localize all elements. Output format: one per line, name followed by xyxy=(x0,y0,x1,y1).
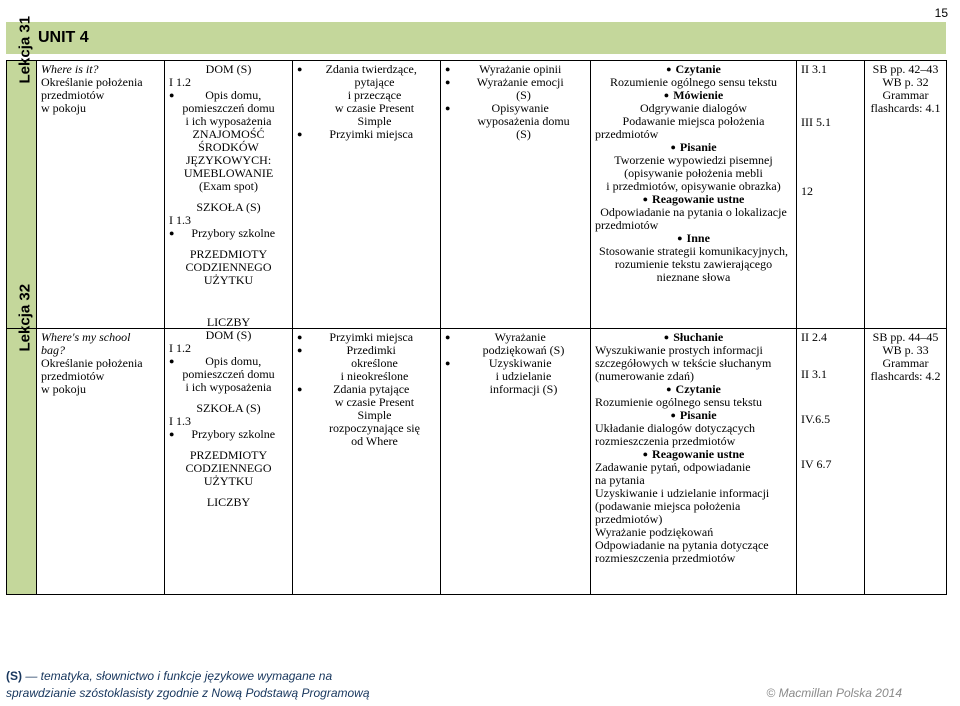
item-text: Przyimki miejsca xyxy=(329,330,414,344)
lesson-row xyxy=(7,61,947,329)
line-text: I 1.2 xyxy=(169,341,191,355)
item-text: Opisywanie xyxy=(491,101,549,115)
topic-line: bag? xyxy=(41,343,65,357)
copyright: © Macmillan Polska 2014 xyxy=(766,686,902,700)
materials-cell xyxy=(865,61,947,329)
spacer xyxy=(801,137,860,145)
spacer xyxy=(801,92,860,100)
line-text: pomieszczeń domu xyxy=(182,367,275,381)
material-line: SB pp. 44–45 xyxy=(872,330,939,344)
item-text: Pisanie xyxy=(679,140,717,154)
line-text: i ich wyposażenia xyxy=(185,114,272,128)
line-text: i ich wyposażenia xyxy=(185,380,272,394)
line-text: przedmiotów xyxy=(595,218,659,232)
lesson-label xyxy=(19,56,32,84)
line-text: Rozumienie ogólnego sensu tekstu xyxy=(595,395,762,409)
line-text: II 2.4 xyxy=(801,330,827,344)
lesson-plan-table xyxy=(6,60,947,595)
bullet-icon: ● xyxy=(445,358,451,368)
material-line: WB p. 33 xyxy=(882,343,929,357)
line-text: podziękowań (S) xyxy=(482,343,565,357)
page-number: 15 xyxy=(934,6,948,20)
line-text: Podawanie miejsca położenia xyxy=(622,114,765,128)
vocab-numbers-top: LICZBY xyxy=(206,315,251,329)
spacer xyxy=(801,169,860,177)
functions-cell xyxy=(441,61,591,329)
lesson-label xyxy=(19,324,32,352)
topic-line: przedmiotów xyxy=(41,88,105,102)
spacer xyxy=(801,344,860,352)
material-line: Grammar xyxy=(882,356,929,370)
line-text: nieznane słowa xyxy=(656,270,731,284)
bullet-icon: ● xyxy=(666,64,672,74)
bullet-icon: ● xyxy=(297,64,303,74)
bullet-icon: ● xyxy=(169,228,175,238)
line-text: CODZIENNEGO xyxy=(185,461,272,475)
item-text: Wyrażanie xyxy=(494,330,546,344)
line-text: DOM (S) xyxy=(205,328,252,342)
line-text: Uzyskiwanie i udzielanie informacji xyxy=(595,486,770,500)
line-text: CODZIENNEGO xyxy=(185,260,272,274)
bullet-icon: ● xyxy=(297,332,303,342)
spacer xyxy=(801,389,860,397)
line-text: IV.6.5 xyxy=(801,412,831,426)
spacer xyxy=(801,426,860,434)
line-text: SZKOŁA (S) xyxy=(196,200,261,214)
spacer xyxy=(801,161,860,169)
line-text: w czasie Present xyxy=(334,101,415,115)
item-text: Czytanie xyxy=(675,382,721,396)
item-text: Przybory szkolne xyxy=(191,427,276,441)
bullet-icon: ● xyxy=(169,429,175,439)
line-text: ZNAJOMOŚĆ xyxy=(192,127,265,141)
item-text: Przedimki xyxy=(346,343,396,357)
lesson-row xyxy=(7,329,947,595)
line-text: 12 xyxy=(801,184,813,198)
topic-line: przedmiotów xyxy=(41,369,105,383)
line-text: (S) xyxy=(516,127,531,141)
line-text: Simple xyxy=(357,114,392,128)
functions-cell xyxy=(441,329,591,595)
line-text: wyposażenia domu xyxy=(477,114,570,128)
line-text: I 1.2 xyxy=(169,75,191,89)
item-text: Wyrażanie opinii xyxy=(479,62,562,76)
line-text: Odgrywanie dialogów xyxy=(640,101,747,115)
curriculum-codes-cell xyxy=(797,61,865,329)
line-text: i przedmiotów, opisywanie obrazka) xyxy=(606,179,781,193)
line-text: SZKOŁA (S) xyxy=(196,401,261,415)
line-text: na pytania xyxy=(595,473,645,487)
item-text: Czytanie xyxy=(675,62,721,76)
line-text: I 1.3 xyxy=(169,213,191,227)
line-text: (numerowanie zdań) xyxy=(595,369,694,383)
bullet-icon: ● xyxy=(169,356,175,366)
material-line: SB pp. 42–43 xyxy=(872,62,939,76)
material-line: flashcards: 4.2 xyxy=(870,369,941,383)
item-text: Zdania pytające xyxy=(333,382,410,396)
line-text: UŻYTKU xyxy=(203,273,254,287)
line-text: PRZEDMIOTY xyxy=(189,448,268,462)
line-text: I 1.3 xyxy=(169,414,191,428)
line-text: pytające xyxy=(354,75,395,89)
spacer xyxy=(801,129,860,137)
item-text: Reagowanie ustne xyxy=(652,192,745,206)
line-text: ŚRODKÓW xyxy=(198,140,259,154)
spacer xyxy=(801,442,860,450)
item-text: Inne xyxy=(686,231,710,245)
line-text: pomieszczeń domu xyxy=(182,101,275,115)
spacer xyxy=(801,84,860,92)
item-text: Pisanie xyxy=(679,408,717,422)
line-text: (S) xyxy=(516,88,531,102)
curriculum-codes-cell xyxy=(797,329,865,595)
line-text: Stosowanie strategii komunikacyjnych, xyxy=(599,244,788,258)
topic-line: Określanie położenia xyxy=(41,75,143,89)
footer-line-1: — tematyka, słownictwo i funkcje językowe wymagane na xyxy=(22,669,333,683)
bullet-icon: ● xyxy=(670,142,676,152)
material-line: WB p. 32 xyxy=(882,75,929,89)
item-text: Przybory szkolne xyxy=(191,226,276,240)
line-text: Zadawanie pytań, odpowiadanie xyxy=(595,460,751,474)
bullet-icon: ● xyxy=(445,77,451,87)
line-text: II 3.1 xyxy=(801,62,827,76)
materials-cell xyxy=(865,329,947,595)
topic-line: Określanie położenia xyxy=(41,356,143,370)
grammar-cell xyxy=(293,329,441,595)
spacer xyxy=(801,352,860,360)
bullet-item xyxy=(169,227,288,240)
bullet-icon: ● xyxy=(169,90,175,100)
line-text: i nieokreślone xyxy=(340,369,409,383)
material-line: flashcards: 4.1 xyxy=(870,101,941,115)
bullet-icon: ● xyxy=(642,194,649,204)
line-text: II 3.1 xyxy=(801,367,827,381)
line-text: rozmieszczenia przedmiotów xyxy=(595,434,736,448)
line-text: Simple xyxy=(357,408,392,422)
item-text: Przyimki miejsca xyxy=(329,127,414,141)
line-text: Tworzenie wypowiedzi pisemnej xyxy=(614,153,773,167)
line-text: Odpowiadanie na pytania o lokalizacje xyxy=(600,205,787,219)
bullet-icon: ● xyxy=(297,129,303,139)
topic-line: Where's my school xyxy=(41,330,131,344)
grammar-cell xyxy=(293,61,441,329)
line-text: UŻYTKU xyxy=(203,474,254,488)
line-text: Układanie dialogów dotyczących xyxy=(595,421,755,435)
bullet-icon: ● xyxy=(445,103,451,113)
topic-line: w pokoju xyxy=(41,382,86,396)
footer-s-label: (S) xyxy=(6,669,22,683)
line-text: rozpoczynające się xyxy=(329,421,420,435)
line-text: określone xyxy=(351,356,398,370)
item-text: Reagowanie ustne xyxy=(652,447,745,461)
skills-cell xyxy=(591,329,797,595)
line-text: Wyszukiwanie prostych informacji xyxy=(595,343,763,357)
line-text: rozumienie tekstu zawierającego xyxy=(614,257,773,271)
vocabulary-cell xyxy=(165,315,293,595)
line-text: rozmieszczenia przedmiotów xyxy=(595,551,736,565)
line-text: DOM (S) xyxy=(205,62,252,76)
bullet-icon: ● xyxy=(297,345,303,355)
material-line: Grammar xyxy=(882,88,929,102)
skills-cell xyxy=(591,61,797,329)
bullet-icon: ● xyxy=(677,233,683,243)
line-text: od Where xyxy=(351,434,398,448)
spacer xyxy=(801,397,860,405)
line-text: LICZBY xyxy=(206,495,251,509)
item-text: Zdania twierdzące, xyxy=(325,62,417,76)
spacer xyxy=(801,100,860,108)
topic-cell xyxy=(37,329,165,595)
spacer xyxy=(801,145,860,153)
unit-title: UNIT 4 xyxy=(38,29,89,46)
footer-note xyxy=(6,668,946,702)
line-text: informacji (S) xyxy=(489,382,558,396)
spacer xyxy=(801,381,860,389)
bullet-item xyxy=(169,428,288,441)
item-text: Słuchanie xyxy=(673,330,724,344)
item-text: Opis domu, xyxy=(205,354,262,368)
line-text: UMEBLOWANIE xyxy=(183,166,274,180)
bullet-icon: ● xyxy=(445,332,451,342)
topic-line: w pokoju xyxy=(41,101,86,115)
bullet-icon: ● xyxy=(663,90,670,100)
line-text: szczegółowych w tekście słuchanym xyxy=(595,356,772,370)
line-text: III 5.1 xyxy=(801,115,831,129)
bullet-item xyxy=(297,128,436,141)
topic-line: Where is it? xyxy=(41,62,99,76)
footer-line-2: sprawdzianie szóstoklasisty zgodnie z Nową Podstawą Programową xyxy=(6,686,370,700)
bullet-icon: ● xyxy=(297,384,303,394)
line-text: (podawanie miejsca położenia xyxy=(595,499,741,513)
item-text: Mówienie xyxy=(673,88,724,102)
lesson-cell xyxy=(7,329,37,595)
line-text: JĘZYKOWYCH: xyxy=(185,153,272,167)
line-text: Rozumienie ogólnego sensu tekstu xyxy=(610,75,777,89)
bullet-icon: ● xyxy=(642,449,649,459)
unit-header xyxy=(6,22,946,54)
vocabulary-cell xyxy=(165,61,293,329)
line-text: IV 6.7 xyxy=(801,457,832,471)
item-text: Opis domu, xyxy=(205,88,262,102)
line-text: Odpowiadanie na pytania dotyczące xyxy=(595,538,769,552)
bullet-icon: ● xyxy=(666,384,672,394)
line-text: przedmiotów) xyxy=(595,512,663,526)
line-text: (opisywanie położenia mebli xyxy=(624,166,763,180)
spacer xyxy=(801,76,860,84)
bullet-icon: ● xyxy=(670,410,676,420)
line-text: i przeczące xyxy=(347,88,402,102)
line-text: PRZEDMIOTY xyxy=(189,247,268,261)
line-text: i udzielanie xyxy=(495,369,552,383)
item-text: Wyrażanie emocji xyxy=(476,75,564,89)
line-text: Wyrażanie podziękowań xyxy=(595,525,714,539)
bullet-icon: ● xyxy=(445,64,451,74)
spacer xyxy=(801,434,860,442)
line-text: przedmiotów xyxy=(595,127,659,141)
bullet-icon: ● xyxy=(663,332,670,342)
item-text: Uzyskiwanie xyxy=(488,356,552,370)
spacer xyxy=(801,153,860,161)
line-text: (Exam spot) xyxy=(199,179,258,193)
topic-cell xyxy=(37,61,165,329)
line-text: w czasie Present xyxy=(334,395,415,409)
